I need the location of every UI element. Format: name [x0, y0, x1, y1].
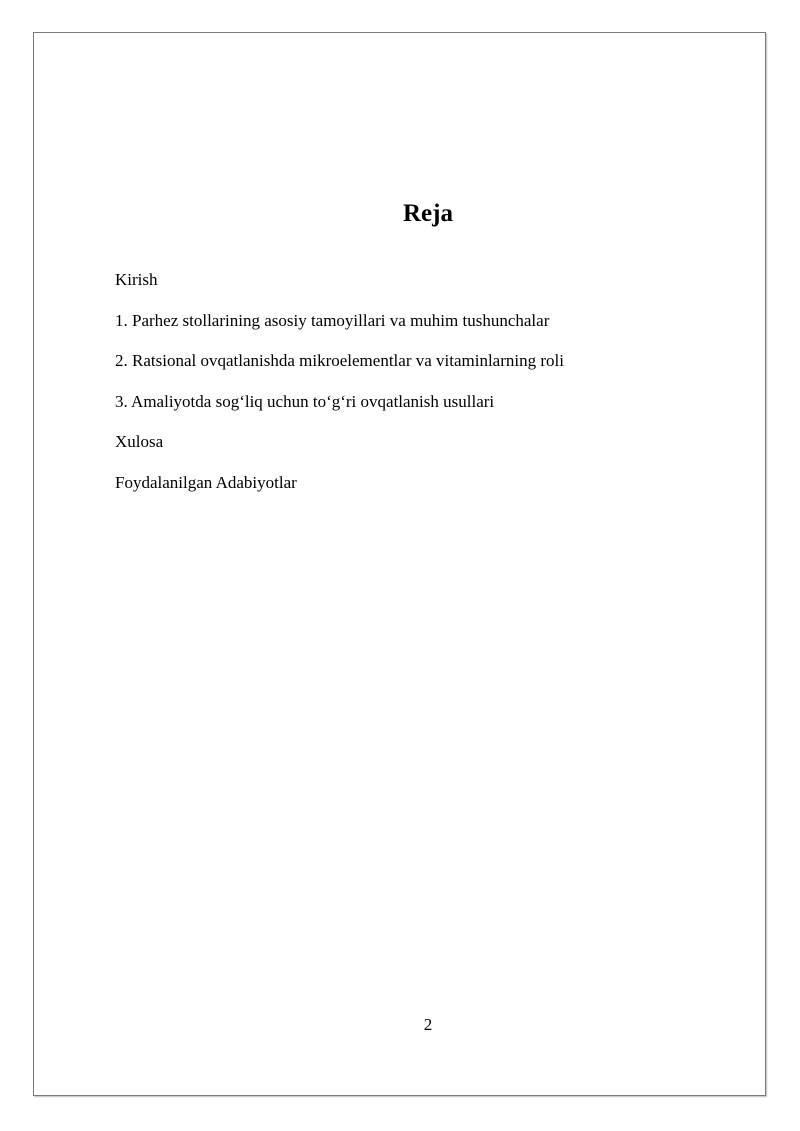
- toc-item-adabiyotlar: Foydalanilgan Adabiyotlar: [115, 472, 297, 492]
- page-title: Reja: [403, 200, 453, 227]
- toc-item-xulosa: Xulosa: [115, 432, 164, 452]
- page-border: [33, 32, 766, 1096]
- page-number: 2: [423, 1015, 433, 1034]
- toc-item-kirish: Kirish: [115, 270, 158, 289]
- toc-item-3: 3. Amaliyotda sog‘liq uchun to‘g‘ri ovqatlanish usullari: [115, 391, 495, 411]
- toc-item-1: 1. Parhez stollarining asosiy tamoyillari va muhim tushunchalar: [115, 310, 550, 330]
- table-of-contents: [115, 268, 564, 512]
- toc-item-2: 2. Ratsional ovqatlanishda mikroelementlar va vitaminlarning roli: [115, 351, 564, 371]
